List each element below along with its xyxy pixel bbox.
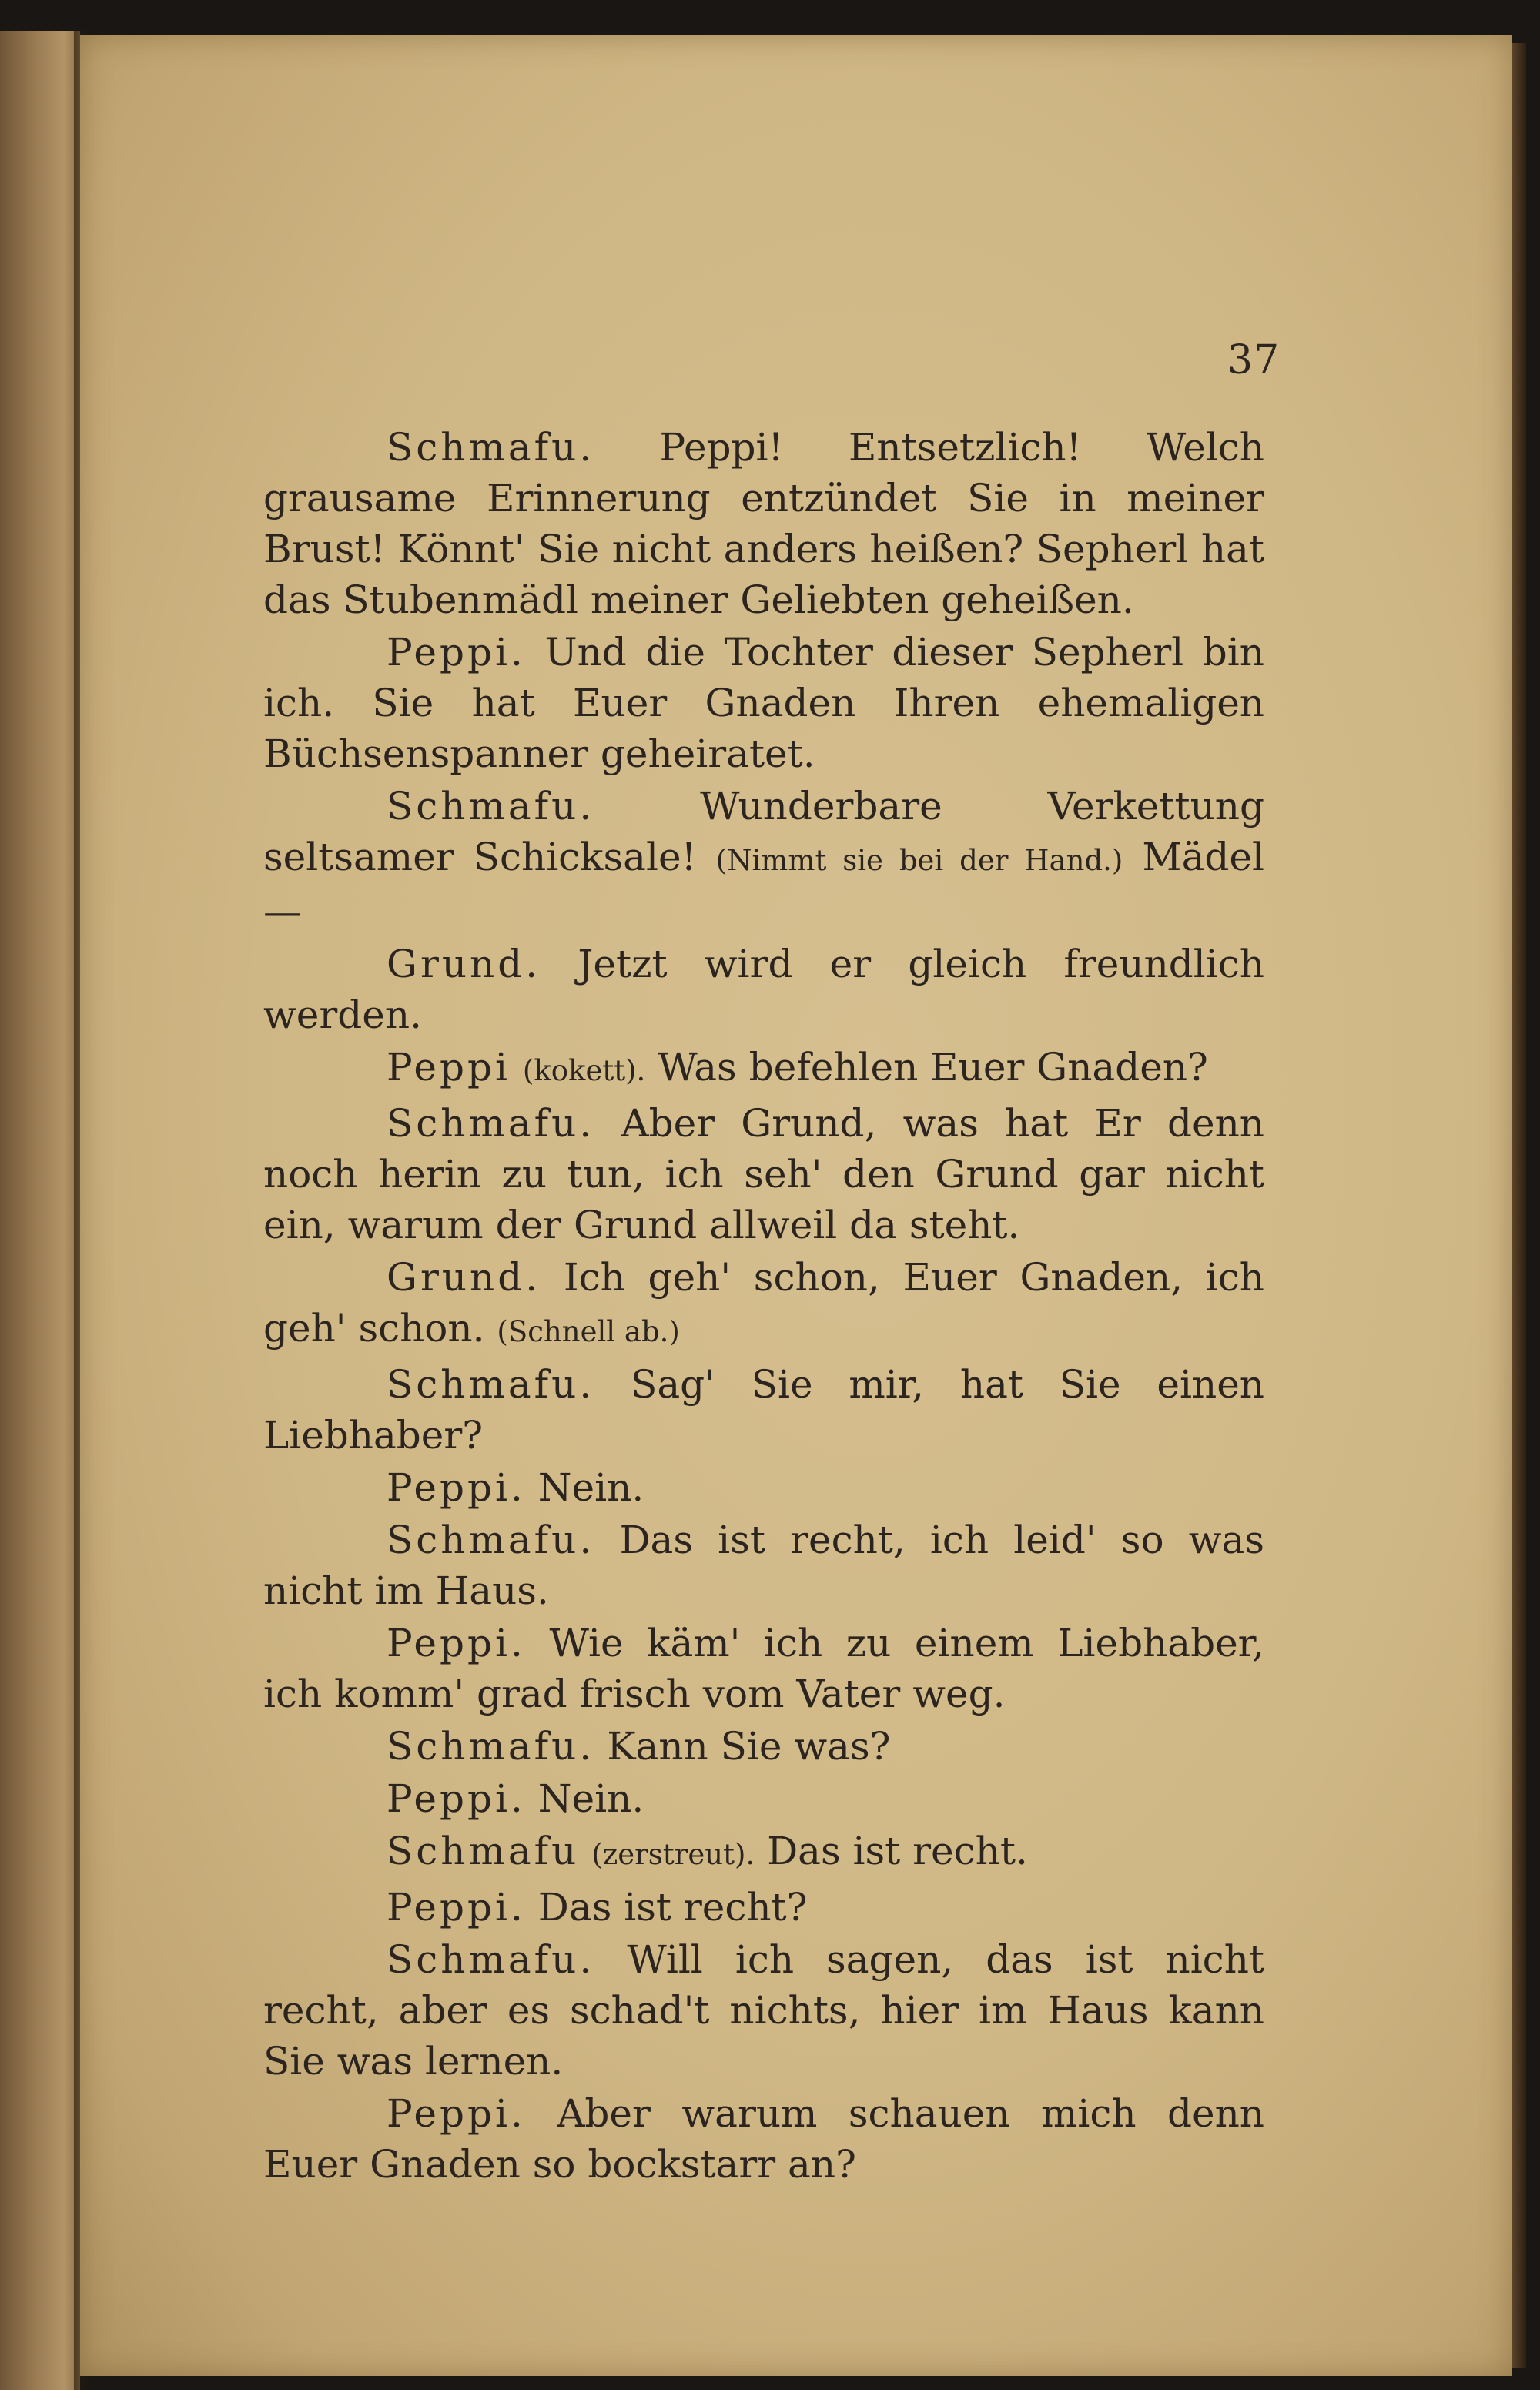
spoken-text: Das ist recht? xyxy=(537,1885,808,1930)
spoken-text: Sag' Sie mir, hat Sie einen Liebhaber? xyxy=(263,1362,1264,1458)
paragraph xyxy=(263,1773,1264,1824)
speaker-name: Peppi. xyxy=(387,630,526,674)
stage-direction: (Nimmt sie bei der Hand.) xyxy=(715,844,1123,877)
speaker-name: Schmafu xyxy=(387,1829,580,1873)
paragraph xyxy=(263,627,1264,779)
previous-page-edge xyxy=(0,31,80,2390)
paragraph xyxy=(263,2088,1264,2190)
speaker-name: Peppi xyxy=(387,1045,511,1090)
spoken-text: Und die Tochter dieser Sepherl bin ich. Sie hat Euer Gnaden Ihren ehemaligen Büchsenspanner geheiratet. xyxy=(263,630,1264,776)
spoken-text: Nein. xyxy=(537,1465,644,1510)
speaker-name: Peppi. xyxy=(387,2091,526,2136)
spoken-text: Ich geh' schon, Euer Gnaden, ich geh' schon. xyxy=(263,1255,1264,1351)
spoken-text: Jetzt wird er gleich freundlich werden. xyxy=(263,942,1264,1037)
dialogue-text xyxy=(263,422,1264,2190)
paragraph xyxy=(263,422,1264,625)
paragraph xyxy=(263,1515,1264,1616)
stage-direction: (zerstreut). xyxy=(591,1838,755,1871)
spoken-text: Peppi! Entsetzlich! Welch grausame Erinnerung entzündet Sie in meiner Brust! Könnt' Sie nicht anders heißen? Sepherl hat das Stubenmädl meiner Geliebten geheißen. xyxy=(263,425,1264,622)
paragraph xyxy=(263,1934,1264,2087)
spoken-text: Was befehlen Euer Gnaden? xyxy=(658,1045,1208,1090)
stage-direction: (kokett). xyxy=(522,1054,646,1087)
spoken-text: Nein. xyxy=(537,1776,644,1821)
speaker-name: Schmafu. xyxy=(387,1362,595,1407)
speaker-name: Schmafu. xyxy=(387,1101,595,1146)
speaker-name: Schmafu. xyxy=(387,1724,595,1769)
page-number: 37 xyxy=(1227,337,1281,383)
speaker-name: Peppi. xyxy=(387,1885,526,1930)
spoken-text: Wie käm' ich zu einem Liebhaber, ich komm' grad frisch vom Vater weg. xyxy=(263,1621,1264,1716)
speaker-name: Grund. xyxy=(387,942,541,986)
paragraph xyxy=(263,1826,1264,1880)
spoken-text: Wunderbare Verkettung seltsamer Schicksale! xyxy=(263,784,1264,879)
paragraph xyxy=(263,1042,1264,1096)
right-page-edge xyxy=(1512,43,1526,2368)
spoken-text: Das ist recht, ich leid' so was nicht im Haus. xyxy=(263,1518,1264,1613)
spoken-text: Aber warum schauen mich denn Euer Gnaden so bockstarr an? xyxy=(263,2091,1264,2187)
spoken-text: Aber Grund, was hat Er denn noch herin zu tun, ich seh' den Grund gar nicht ein, warum der Grund allweil da steht. xyxy=(263,1101,1264,1247)
spoken-text: Mädel — xyxy=(263,835,1264,934)
speaker-name: Grund. xyxy=(387,1255,541,1300)
speaker-name: Peppi. xyxy=(387,1621,526,1665)
paragraph xyxy=(263,1721,1264,1772)
speaker-name: Schmafu. xyxy=(387,425,595,470)
stage-direction: (Schnell ab.) xyxy=(497,1315,680,1348)
spoken-text: Will ich sagen, das ist nicht recht, aber es schad't nichts, hier im Haus kann Sie was lernen. xyxy=(263,1937,1264,2084)
spoken-text: Kann Sie was? xyxy=(607,1724,891,1769)
speaker-name: Peppi. xyxy=(387,1776,526,1821)
speaker-name: Peppi. xyxy=(387,1465,526,1510)
speaker-name: Schmafu. xyxy=(387,1937,595,1982)
paragraph xyxy=(263,1098,1264,1250)
paragraph xyxy=(263,939,1264,1040)
paragraph xyxy=(263,1462,1264,1513)
spoken-text: Das ist recht. xyxy=(767,1829,1028,1873)
paragraph xyxy=(263,781,1264,937)
speaker-name: Schmafu. xyxy=(387,1518,595,1562)
paragraph xyxy=(263,1618,1264,1719)
paragraph xyxy=(263,1252,1264,1357)
paragraph xyxy=(263,1359,1264,1461)
paragraph xyxy=(263,1882,1264,1933)
speaker-name: Schmafu. xyxy=(387,784,595,828)
